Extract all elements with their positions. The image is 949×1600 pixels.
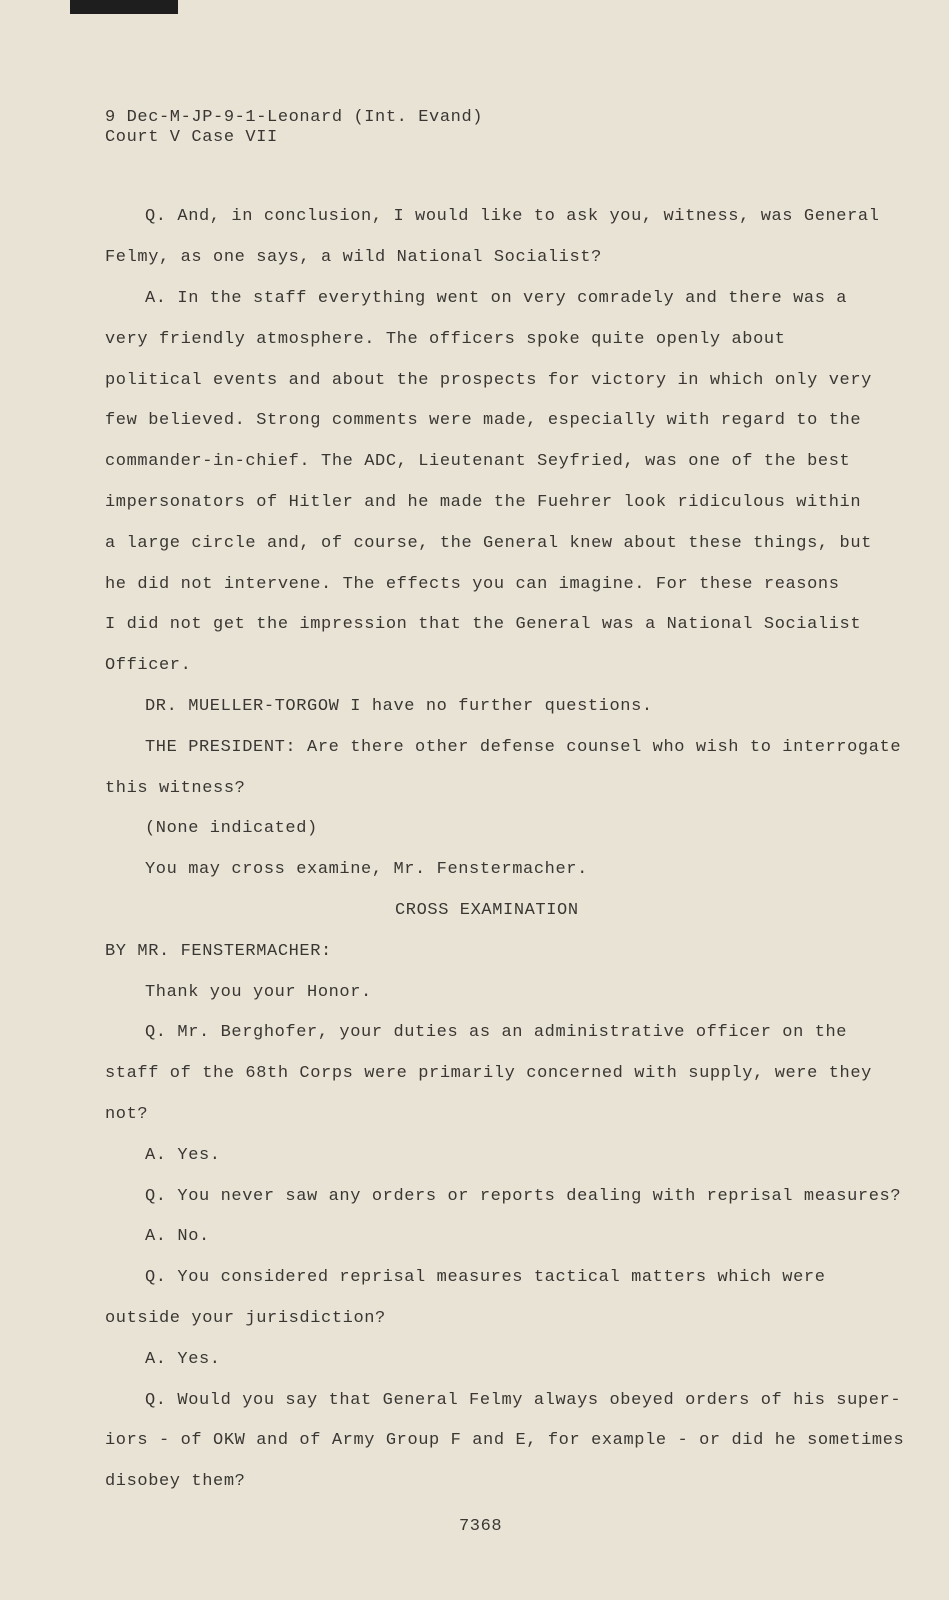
body-line: A. Yes. [145, 1350, 221, 1369]
body-line: I did not get the impression that the General was a National Socialist [105, 615, 862, 634]
body-line: Thank you your Honor. [145, 983, 372, 1002]
header-line-2: Court V Case VII [105, 128, 278, 147]
body-line: THE PRESIDENT: Are there other defense counsel who wish to interrogate [145, 738, 902, 757]
body-line: A. In the staff everything went on very comradely and there was a [145, 289, 848, 308]
body-line: Q. Would you say that General Felmy always obeyed orders of his super- [145, 1391, 902, 1410]
section-heading: CROSS EXAMINATION [395, 901, 579, 920]
body-line: this witness? [105, 779, 246, 798]
body-line: DR. MUELLER-TORGOW I have no further questions. [145, 697, 653, 716]
body-line: Q. You considered reprisal measures tactical matters which were [145, 1268, 826, 1287]
body-line: Felmy, as one says, a wild National Socialist? [105, 248, 602, 267]
body-line: not? [105, 1105, 149, 1124]
body-line: A. Yes. [145, 1146, 221, 1165]
body-line: (None indicated) [145, 819, 318, 838]
body-line: few believed. Strong comments were made, especially with regard to the [105, 411, 862, 430]
body-line: impersonators of Hitler and he made the Fuehrer look ridiculous within [105, 493, 862, 512]
page-number: 7368 [459, 1517, 503, 1536]
body-line: BY MR. FENSTERMACHER: [105, 942, 332, 961]
body-line: disobey them? [105, 1472, 246, 1491]
header-line-1: 9 Dec-M-JP-9-1-Leonard (Int. Evand) [105, 108, 484, 127]
body-line: a large circle and, of course, the General knew about these things, but [105, 534, 872, 553]
body-line: iors - of OKW and of Army Group F and E, for example - or did he sometimes [105, 1431, 905, 1450]
body-line: Q. And, in conclusion, I would like to ask you, witness, was General [145, 207, 880, 226]
body-line: Officer. [105, 656, 192, 675]
body-line: political events and about the prospects for victory in which only very [105, 371, 872, 390]
body-line: staff of the 68th Corps were primarily concerned with supply, were they [105, 1064, 872, 1083]
body-line: You may cross examine, Mr. Fenstermacher. [145, 860, 588, 879]
body-line: he did not intervene. The effects you can imagine. For these reasons [105, 575, 840, 594]
body-line: very friendly atmosphere. The officers spoke quite openly about [105, 330, 786, 349]
body-line: A. No. [145, 1227, 210, 1246]
body-line: commander-in-chief. The ADC, Lieutenant Seyfried, was one of the best [105, 452, 851, 471]
body-line: Q. Mr. Berghofer, your duties as an administrative officer on the [145, 1023, 848, 1042]
body-line: Q. You never saw any orders or reports dealing with reprisal measures? [145, 1187, 902, 1206]
binder-tab [70, 0, 178, 14]
body-line: outside your jurisdiction? [105, 1309, 386, 1328]
